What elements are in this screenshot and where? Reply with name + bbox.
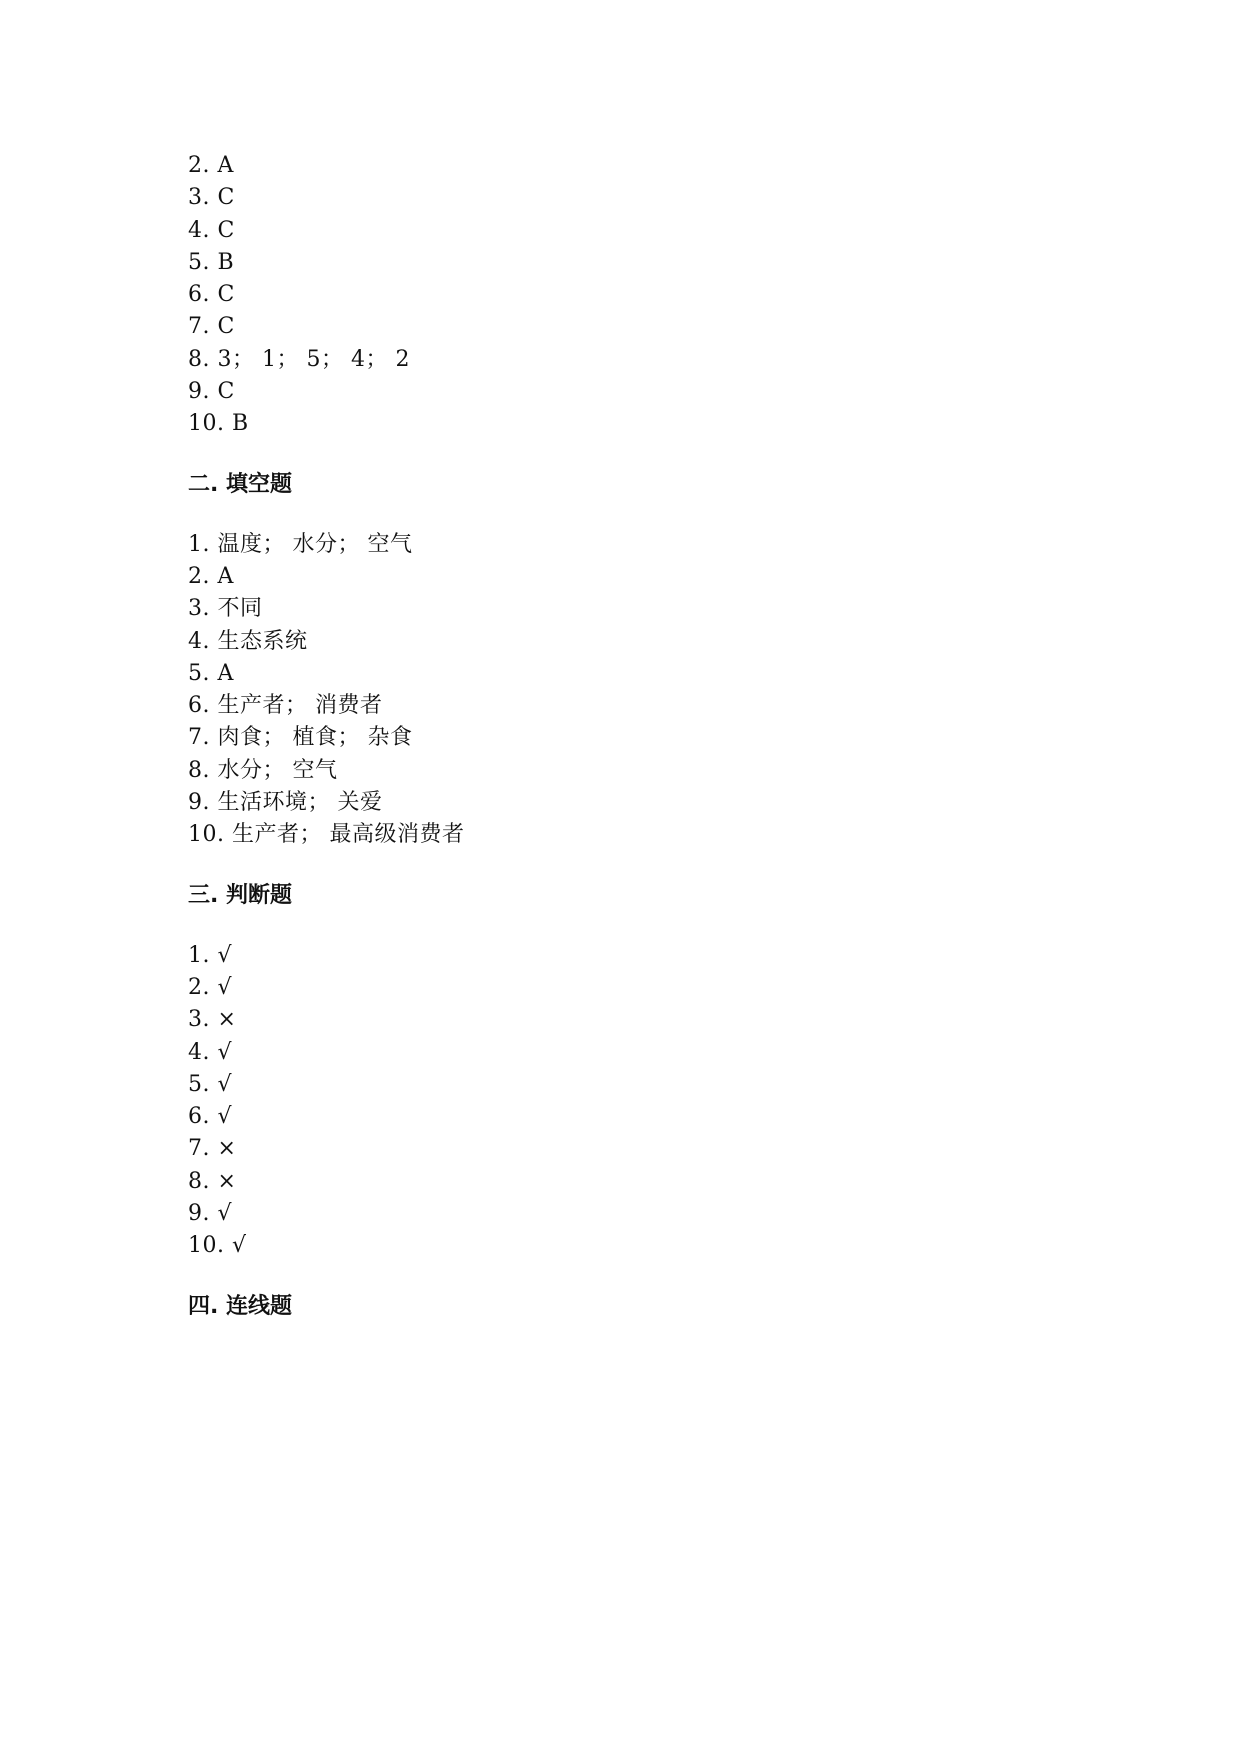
answer-line: 10. 生产者； 最高级消费者 xyxy=(188,822,465,848)
answer-line: 7. 肉食； 植食； 杂食 xyxy=(188,725,413,751)
answer-line: 3. × xyxy=(188,1007,237,1033)
answer-line: 7. × xyxy=(188,1136,237,1162)
section-heading-matching: 四. 连线题 xyxy=(188,1293,293,1319)
answer-line: 6. C xyxy=(188,282,235,308)
answer-line: 4. √ xyxy=(188,1039,233,1065)
answer-line: 7. C xyxy=(188,314,235,340)
answer-line: 1. √ xyxy=(188,942,233,968)
answer-line: 2. A xyxy=(188,153,234,178)
answer-line: 3. 不同 xyxy=(188,596,263,622)
section-3-answers xyxy=(188,940,1168,1263)
answer-line: 8. × xyxy=(188,1168,237,1194)
answer-line: 2. A xyxy=(188,563,234,589)
answer-line: 1. 温度； 水分； 空气 xyxy=(188,531,413,557)
section-heading-fill-in: 二. 填空题 xyxy=(188,471,293,497)
answer-line: 2. √ xyxy=(188,974,233,1000)
answer-line: 9. C xyxy=(188,379,235,405)
answer-line: 6. 生产者； 消费者 xyxy=(188,693,383,719)
answer-line: 3. C xyxy=(188,185,235,211)
answer-line: 10. B xyxy=(188,411,249,437)
section-heading-true-false: 三. 判断题 xyxy=(188,882,293,908)
answer-line: 10. √ xyxy=(188,1233,247,1259)
answer-line: 9. √ xyxy=(188,1201,233,1227)
answer-line: 8. 3； 1； 5； 4； 2 xyxy=(188,346,410,372)
answer-line: 5. A xyxy=(188,660,234,686)
section-2-answers xyxy=(188,529,1168,852)
answer-line: 5. √ xyxy=(188,1071,233,1097)
answer-line: 4. 生态系统 xyxy=(188,628,308,654)
answer-line: 9. 生活环境； 关爱 xyxy=(188,790,383,816)
answer-line: 8. 水分； 空气 xyxy=(188,757,338,783)
answer-line: 6. √ xyxy=(188,1104,233,1130)
answer-page xyxy=(188,150,1168,1323)
section-1-answers xyxy=(188,150,1168,441)
answer-line: 5. B xyxy=(188,249,235,275)
answer-line: 4. C xyxy=(188,217,235,243)
